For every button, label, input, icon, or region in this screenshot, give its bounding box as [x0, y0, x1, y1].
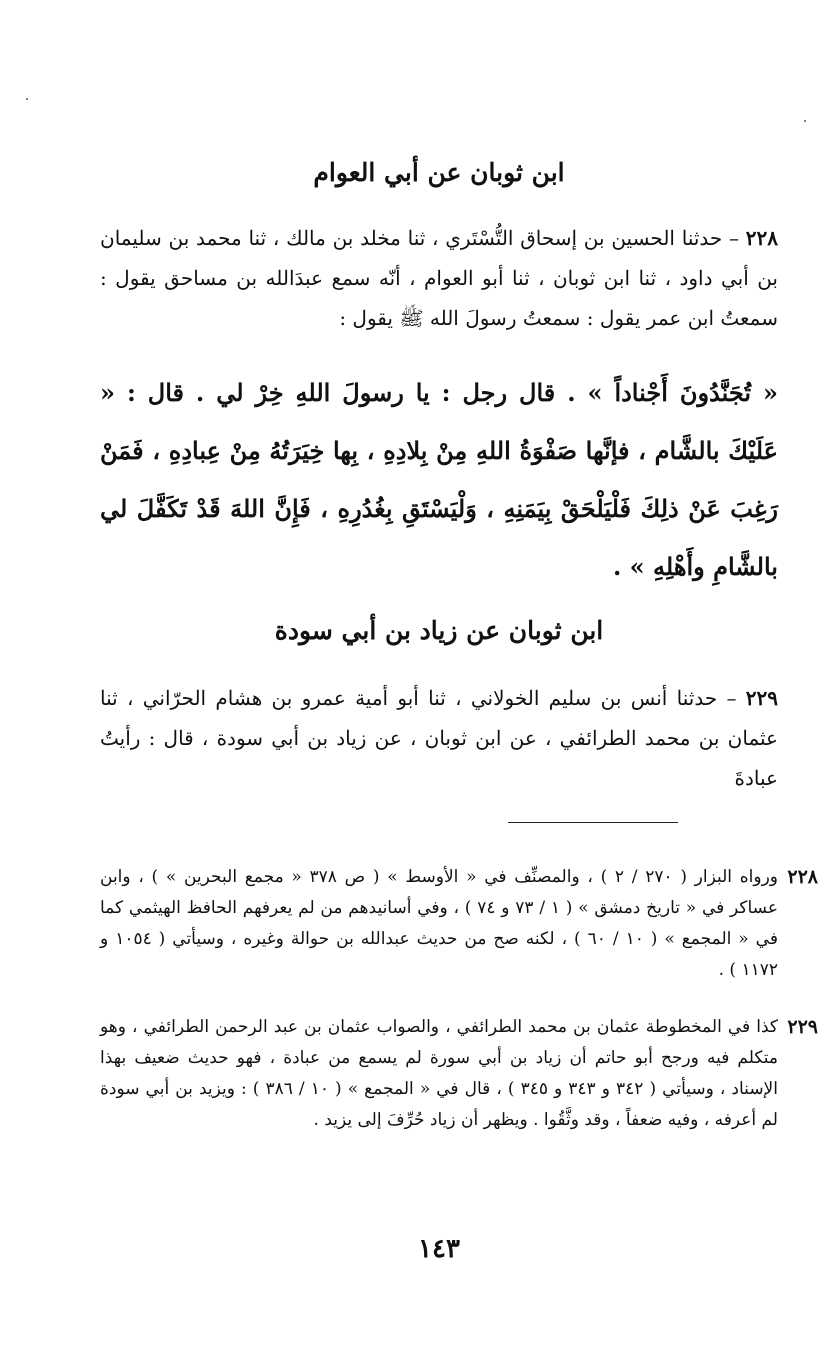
- section-heading-ibn-thawban-ziyad: ابن ثوبان عن زياد بن أبي سودة: [274, 616, 604, 645]
- hadith-number: ٢٢٨: [745, 226, 778, 250]
- hadith-228-isnad: [100, 218, 778, 338]
- footnote-text: كذا في المخطوطة عثمان بن محمد الطرائفي ، والصواب عثمان بن عبد الرحمن الطرائفي ، وهو متكلم فيه ورجح أبو حاتم أن زياد بن أبي سورة لم يسمع من عبادة ، فهو حديث ضعيف بهذا الإسناد ، وسيأتي ( ٣٤٢ و ٣٤٣ و ٣٤٥ ) ، قال في « المجمع » ( ١٠ / ٣٨٦ ) : ويزيد بن أبي سودة لم أعرفه ، وفيه ضعفاً ، وقد وثَّقُوا . ويظهر أن زياد حُرِّفَ إلى يزيد .: [100, 1017, 778, 1130]
- book-page: [100, 0, 818, 1364]
- footnote-text: ورواه البزار ( ٢٧٠ / ٢ ) ، والمصنِّف في « الأوسط » ( ص ٣٧٨ « مجمع البحرين » ) ، وابن عساكر في « تاريخ دمشق » ( ١ / ٧٣ و ٧٤ ) ، وفي أسانيدهم من لم يعرفهم الحافظ الهيثمي كما في « المجمع » ( ١٠ / ٦٠ ) ، لكنه صح من حديث عبدالله بن حوالة وغيره ، وسيأتي ( ١٠٥٤ و ١١٧٢ ) .: [100, 867, 779, 980]
- isnad-text: – حدثنا الحسين بن إسحاق التُّسْتَري ، ثنا مخلد بن مالك ، ثنا محمد بن سليمان بن أبي داود ، ثنا ابن ثوبان ، ثنا أبو العوام ، أنّه سمع عبدَالله بن مساحق يقول : سمعتُ ابن عمر يقول : سمعتُ رسولَ الله ﷺ يقول :: [100, 226, 778, 330]
- footnote-number: ٢٢٩: [787, 1016, 818, 1038]
- hadith-number: ٢٢٩: [745, 686, 778, 710]
- page-number: ١٤٣: [418, 1234, 460, 1264]
- scan-speck: [26, 98, 28, 100]
- footnote-number: ٢٢٨: [787, 866, 818, 888]
- hadith-228-matn: « تُجَنَّدُونَ أَجْناداً » . قال رجل : يا رسولَ اللهِ خِرْ لي . قال : « عَلَيْكَ بالشَّام ، فإنَّها صَفْوَةُ اللهِ مِنْ بِلادِهِ ، بِها خِيَرَتُهُ مِنْ عِبادِهِ ، فَمَنْ رَغِبَ عَنْ ذلِكَ فَلْيَلْحَقْ بِيَمَنِهِ ، وَلْيَسْتَقِ بِغُدُرِهِ ، فَإِنَّ اللهَ قَدْ تَكَفَّلَ لي بالشَّامِ وأَهْلِهِ » .: [100, 378, 778, 581]
- footnote-229: [100, 1012, 818, 1136]
- scan-speck: [804, 120, 806, 122]
- footnote-228: [100, 862, 818, 986]
- section-heading-ibn-thawban-abu-al-awwam: ابن ثوبان عن أبي العوام: [313, 158, 565, 187]
- footnote-separator: [508, 822, 678, 823]
- hadith-229-isnad: [100, 678, 778, 798]
- isnad-text: – حدثنا أنس بن سليم الخولاني ، ثنا أبو أمية عمرو بن هشام الحرّاني ، ثنا عثمان بن محمد الطرائفي ، عن ابن ثوبان ، عن زياد بن أبي سودة ، قال : رأيتُ عبادةَ: [100, 686, 778, 790]
